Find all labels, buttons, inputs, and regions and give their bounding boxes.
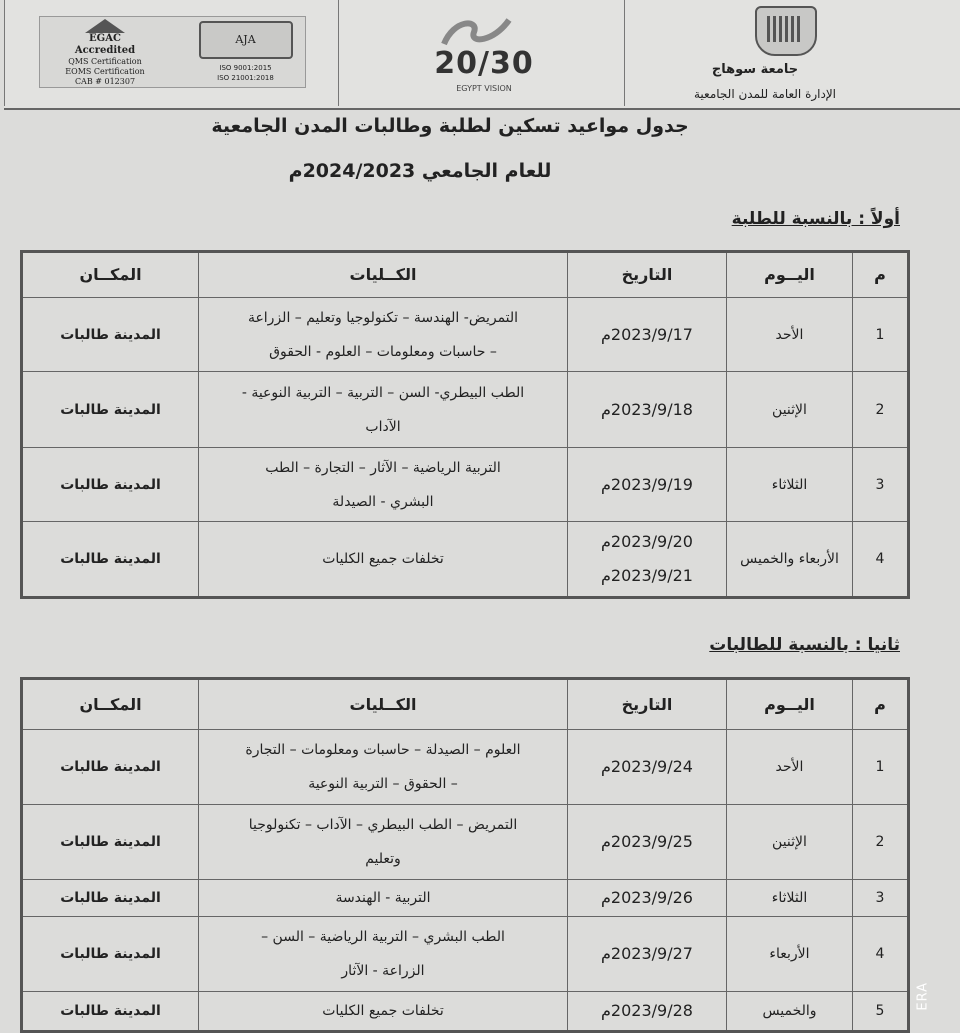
date-cell <box>568 372 727 448</box>
day-cell-text: الإثنين <box>772 834 807 850</box>
date-cell <box>568 298 727 372</box>
date-cell-text: 2023/9/21م <box>601 566 693 585</box>
date-cell <box>568 448 727 522</box>
date-cell-text: 2023/9/28م <box>601 1001 693 1020</box>
column-header-date-text: التاريخ <box>621 694 673 714</box>
column-header-day <box>727 679 853 730</box>
place-cell <box>22 992 199 1032</box>
table-row <box>22 522 909 598</box>
row-number <box>853 522 909 598</box>
logo-box <box>39 16 306 88</box>
column-header-num-text: م <box>874 265 886 284</box>
colleges-cell-text: – حاسبات ومعلومات – العلوم - الحقوق <box>269 343 497 360</box>
column-header-date-text: التاريخ <box>621 265 673 284</box>
place-cell <box>22 372 199 448</box>
table-header-row <box>22 679 909 730</box>
day-cell <box>727 992 853 1032</box>
colleges-cell <box>199 298 568 372</box>
table-row <box>22 730 909 805</box>
aja-name: AJA <box>235 33 256 46</box>
place-cell <box>22 880 199 917</box>
egypt-vision-logo <box>338 0 625 106</box>
colleges-cell-text: التمريض- الهندسة – تكنولوجيا وتعليم – الزراعة <box>247 309 519 326</box>
section-heading-male: أولاً : بالنسبة للطلبة <box>731 209 900 229</box>
column-header-place-text: المكــان <box>79 265 142 284</box>
table-row <box>22 298 909 372</box>
table-row <box>22 880 909 917</box>
column-header-day-text: اليــوم <box>764 694 815 714</box>
date-cell-text: 2023/9/25م <box>601 832 693 851</box>
day-cell-text: الأحد <box>775 326 804 343</box>
section-heading-female: ثانيا : بالنسبة للطالبات <box>709 635 900 655</box>
row-number <box>853 730 909 805</box>
aja-logo <box>198 21 293 83</box>
colleges-cell-text: التربية - الهندسة <box>335 890 431 906</box>
date-cell-text: 2023/9/20م <box>601 532 693 551</box>
colleges-cell-text: الزراعة - الآثار <box>341 963 425 979</box>
day-cell <box>727 522 853 598</box>
column-header-colleges <box>199 252 568 298</box>
date-cell <box>568 917 727 992</box>
date-cell <box>568 805 727 880</box>
schedule-table-female <box>20 677 910 1033</box>
date-cell <box>568 522 727 598</box>
place-cell-text: المدينة طالبات <box>60 946 161 962</box>
egac-logo <box>50 19 160 87</box>
vision-number: 20/30 <box>434 46 534 81</box>
egac-line: CAB # 012307 <box>74 77 136 86</box>
colleges-cell <box>199 992 568 1032</box>
colleges-cell-text: التربية الرياضية – الآثار – التجارة – الطب <box>265 459 501 476</box>
globe-icon <box>199 21 293 59</box>
place-cell <box>22 805 199 880</box>
colleges-cell-text: تخلفات جميع الكليات <box>322 551 444 567</box>
colleges-cell <box>199 917 568 992</box>
table-row <box>22 448 909 522</box>
colleges-cell-text: التمريض – الطب البيطري – الآداب – تكنولوجيا <box>248 817 518 833</box>
place-cell-text: المدينة طالبات <box>60 551 161 567</box>
colleges-cell <box>199 880 568 917</box>
column-header-colleges-text: الكــليات <box>349 265 417 284</box>
column-header-date <box>568 679 727 730</box>
schedule-table-male <box>20 250 910 599</box>
row-number <box>853 448 909 522</box>
ribbon-icon <box>434 14 514 48</box>
place-cell <box>22 917 199 992</box>
mountain-icon <box>85 19 125 33</box>
place-cell-text: المدينة طالبات <box>60 1003 161 1019</box>
date-cell-text: 2023/9/24م <box>601 757 693 776</box>
row-number <box>853 372 909 448</box>
day-cell-text: الأحد <box>775 759 804 775</box>
egac-name: EGAC <box>89 33 121 44</box>
date-cell-text: 2023/9/19م <box>601 474 693 494</box>
document-subtitle: للعام الجامعي 2024/2023م <box>288 160 552 182</box>
egac-accredited: Accredited <box>74 45 136 56</box>
colleges-cell-text: تخلفات جميع الكليات <box>322 1003 444 1019</box>
row-number-text: 2 <box>875 401 885 418</box>
place-cell-text: المدينة طالبات <box>60 759 161 775</box>
table-row <box>22 992 909 1032</box>
colleges-cell <box>199 805 568 880</box>
day-cell-text: الثلاثاء <box>771 890 808 906</box>
day-cell <box>727 372 853 448</box>
row-number <box>853 917 909 992</box>
camera-watermark: ERA <box>916 982 931 1011</box>
day-cell <box>727 880 853 917</box>
row-number-text: 3 <box>875 890 885 906</box>
row-number-text: 2 <box>875 834 885 850</box>
row-number <box>853 992 909 1032</box>
column-header-num <box>853 252 909 298</box>
place-cell-text: المدينة طالبات <box>60 890 161 906</box>
column-header-day <box>727 252 853 298</box>
row-number-text: 5 <box>875 1003 885 1019</box>
colleges-cell-text: الآداب <box>365 418 401 435</box>
column-header-place <box>22 679 199 730</box>
university-name: جامعة سوهاج <box>711 62 799 77</box>
aja-line: ISO 21001:2018 <box>217 74 274 82</box>
aja-line: ISO 9001:2015 <box>219 64 272 72</box>
column-header-place-text: المكــان <box>79 694 142 714</box>
day-cell <box>727 298 853 372</box>
document-title: جدول مواعيد تسكين لطلبة وطالبات المدن الجامعية <box>211 115 689 137</box>
day-cell-text: والخميس <box>762 1003 817 1019</box>
column-header-colleges <box>199 679 568 730</box>
row-number <box>853 298 909 372</box>
place-cell <box>22 448 199 522</box>
university-block <box>624 0 960 106</box>
column-header-num-text: م <box>874 694 886 714</box>
day-cell <box>727 805 853 880</box>
colleges-cell <box>199 372 568 448</box>
date-cell <box>568 730 727 805</box>
vision-subtitle: EGYPT VISION <box>456 84 512 93</box>
row-number-text: 3 <box>875 476 885 493</box>
table-row <box>22 805 909 880</box>
letterhead <box>4 0 960 110</box>
colleges-cell-text: الطب البيطري- السن – التربية – التربية النوعية - <box>241 384 525 401</box>
colleges-cell-text: وتعليم <box>365 851 401 867</box>
place-cell <box>22 730 199 805</box>
date-cell <box>568 992 727 1032</box>
date-cell-text: 2023/9/18م <box>601 399 693 419</box>
row-number-text: 4 <box>875 551 885 567</box>
row-number-text: 1 <box>875 326 885 343</box>
colleges-cell-text: الطب البشري – التربية الرياضية – السن – <box>261 929 505 945</box>
day-cell <box>727 730 853 805</box>
egac-line: EOMS Certification <box>65 67 145 76</box>
table-header-row <box>22 252 909 298</box>
day-cell-text: الأربعاء والخميس <box>740 551 839 567</box>
colleges-cell-text: البشري - الصيدلة <box>332 493 434 510</box>
date-cell-text: 2023/9/26م <box>601 888 693 907</box>
date-cell-text: 2023/9/17م <box>601 324 693 344</box>
column-header-day-text: اليــوم <box>764 265 815 284</box>
place-cell-text: المدينة طالبات <box>60 834 161 850</box>
row-number-text: 4 <box>875 946 885 962</box>
table-row <box>22 917 909 992</box>
column-header-num <box>853 679 909 730</box>
colleges-cell-text: – الحقوق – التربية النوعية <box>308 776 458 792</box>
day-cell-text: الثلاثاء <box>771 476 808 493</box>
department-name: الإدارة العامة للمدن الجامعية <box>693 87 837 101</box>
colleges-cell <box>199 522 568 598</box>
table-row <box>22 372 909 448</box>
university-seal-icon <box>755 6 817 56</box>
place-cell-text: المدينة طالبات <box>60 476 161 493</box>
date-cell-text: 2023/9/27م <box>601 944 693 963</box>
colleges-cell <box>199 448 568 522</box>
row-number-text: 1 <box>875 759 885 775</box>
day-cell <box>727 917 853 992</box>
place-cell-text: المدينة طالبات <box>60 326 161 343</box>
colleges-cell <box>199 730 568 805</box>
row-number <box>853 805 909 880</box>
date-cell <box>568 880 727 917</box>
place-cell <box>22 298 199 372</box>
column-header-date <box>568 252 727 298</box>
row-number <box>853 880 909 917</box>
place-cell-text: المدينة طالبات <box>60 401 161 418</box>
colleges-cell-text: العلوم – الصيدلة – حاسبات ومعلومات – التجارة <box>245 742 521 758</box>
egac-line: QMS Certification <box>68 57 142 66</box>
column-header-place <box>22 252 199 298</box>
column-header-colleges-text: الكــليات <box>349 694 417 714</box>
day-cell <box>727 448 853 522</box>
certification-logos <box>4 0 339 106</box>
day-cell-text: الإثنين <box>772 401 807 418</box>
place-cell <box>22 522 199 598</box>
day-cell-text: الأربعاء <box>769 946 810 962</box>
